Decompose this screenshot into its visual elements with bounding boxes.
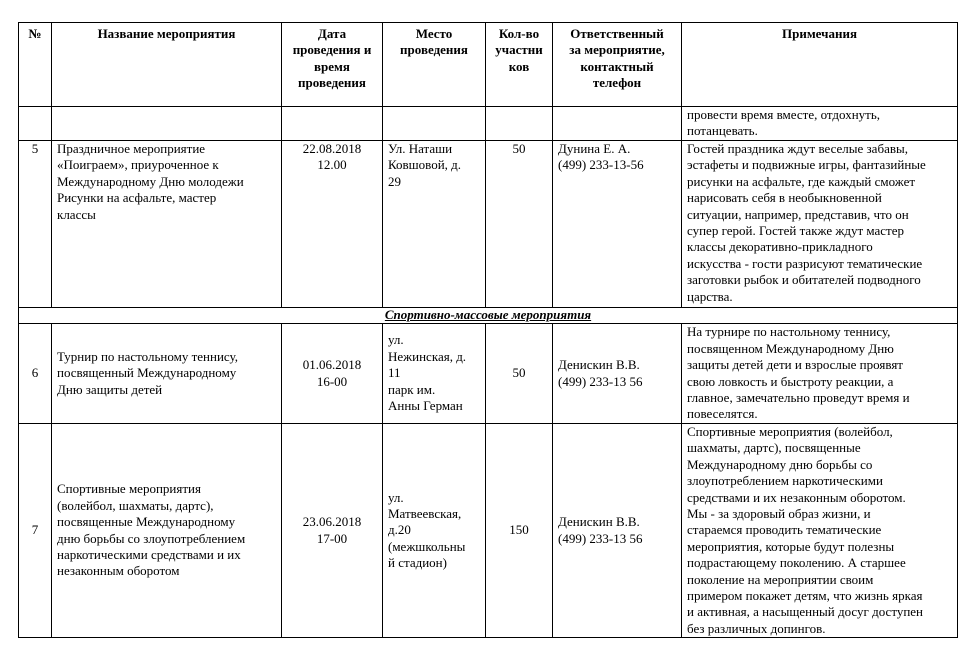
row7-place-line: (межшкольны <box>388 538 466 554</box>
row5-notes-line: ситуации, например, представив, что он <box>687 206 909 222</box>
row6-place-line: ул. <box>388 332 404 348</box>
row5-place-line: Ул. Наташи <box>388 141 453 156</box>
row6-notes <box>682 324 958 424</box>
row5-notes-line: классы декоративно-прикладного <box>687 239 873 255</box>
header-place <box>383 23 486 107</box>
header-responsible-line: Ответственный <box>570 26 664 41</box>
row7-place <box>383 424 486 638</box>
row7-notes-line: средствами и их незаконным оборотом. <box>687 489 906 505</box>
row6-name-line: Дню защиты детей <box>57 381 163 397</box>
row7-responsible-line: Денискин В.В. <box>558 514 640 530</box>
row5-place-line: 29 <box>388 173 401 189</box>
row7-time: 17-00 <box>316 530 348 546</box>
row6-count: 50 <box>486 324 553 424</box>
row6-responsible-line: (499) 233-13 56 <box>558 373 643 389</box>
header-date <box>282 23 383 107</box>
row7-name-line: посвященные Международному <box>57 514 236 530</box>
header-date-line: проведения <box>298 75 366 91</box>
row7-name-line: (волейбол, шахматы, дартс), <box>57 497 214 513</box>
row5-name-line: Международному Дню молодежи <box>57 173 244 189</box>
row7-notes <box>682 424 958 638</box>
header-responsible-line: телефон <box>592 75 642 91</box>
header-responsible-line: контактный <box>580 58 654 74</box>
row6-date: 01.06.2018 <box>302 357 362 373</box>
row7-notes-line: поколение на мероприятии своим <box>687 571 874 587</box>
header-place-line: Место <box>415 26 453 41</box>
row6-notes-line: повеселятся. <box>687 406 758 422</box>
row7-name-line: наркотическими средствами и их <box>57 547 241 563</box>
row6-name-line: Турнир по настольному теннису, <box>57 348 238 364</box>
row6-place-line: Анны Герман <box>388 398 463 414</box>
row5-place <box>383 141 486 308</box>
row6-name <box>52 324 282 424</box>
row5-date: 22.08.2018 <box>302 141 362 156</box>
row7-num: 7 <box>19 424 52 638</box>
row6-notes-line: главное, замечательно проведут время и <box>687 389 910 405</box>
row5-name <box>52 141 282 308</box>
row6-notes-line: свою ловкость и быстроту реакции, а <box>687 373 894 389</box>
row7-place-line: Матвеевская, <box>388 506 462 522</box>
table-row <box>19 141 958 308</box>
continuation-note-line: провести время вместе, отдохнуть, <box>687 107 881 122</box>
continuation-row <box>19 107 958 141</box>
row7-name-line: Спортивные мероприятия <box>57 481 201 497</box>
row5-notes-line: рисунки на асфальте, где каждый сможет <box>687 173 916 189</box>
row5-notes-line: царства. <box>687 288 733 304</box>
row5-notes <box>682 141 958 308</box>
row6-notes-line: На турнире по настольному теннису, <box>687 324 891 340</box>
row5-responsible <box>553 141 682 308</box>
section-row <box>19 308 958 324</box>
header-num: № <box>19 23 52 107</box>
row5-datetime <box>282 141 383 308</box>
header-date-line: Дата <box>317 26 347 41</box>
row6-num: 6 <box>19 324 52 424</box>
row6-notes-line: защиты детей дети и взрослые проявят <box>687 357 903 373</box>
events-table <box>18 22 958 638</box>
row7-notes-line: шахматы, дартс), посвященные <box>687 440 861 456</box>
row7-notes-line: мероприятия, которые будут полезны <box>687 538 895 554</box>
header-name: Название мероприятия <box>52 23 282 107</box>
row7-notes-line: без различных допингов. <box>687 620 826 636</box>
table-row <box>19 324 958 424</box>
row7-notes-line: Международному дню борьбы со <box>687 456 873 472</box>
row5-notes-line: нарисовать себя в необыкновенной <box>687 190 882 206</box>
row6-datetime <box>282 324 383 424</box>
row6-place-line: парк им. <box>388 381 436 397</box>
row7-notes-line: подрастающему поколению. А старшее <box>687 555 906 571</box>
row7-place-line: й стадион) <box>388 555 447 571</box>
row6-place-line: 11 <box>388 365 401 381</box>
row5-place-line: Ковшовой, д. <box>388 157 462 173</box>
header-date-line: проведения и <box>292 42 372 58</box>
row7-notes-line: примером покажет детям, что жизнь яркая <box>687 588 923 604</box>
row5-responsible-line: (499) 233-13-56 <box>558 157 644 173</box>
row5-name-line: «Поиграем», приуроченное к <box>57 157 219 173</box>
header-date-line: время <box>314 58 350 74</box>
row5-notes-line: Гостей праздника ждут веселые забавы, <box>687 141 908 156</box>
row7-name <box>52 424 282 638</box>
header-count-line: ков <box>508 58 530 74</box>
row7-name-line: дню борьбы со злоупотреблением <box>57 530 246 546</box>
header-responsible-line: за мероприятие, <box>569 42 665 58</box>
row5-name-line: Рисунки на асфальте, мастер <box>57 190 217 206</box>
header-notes: Примечания <box>682 23 958 107</box>
row7-notes-line: стараемся проводить тематические <box>687 522 882 538</box>
header-responsible <box>553 23 682 107</box>
row5-name-line: классы <box>57 206 96 222</box>
row5-time: 12.00 <box>317 157 347 173</box>
row6-place <box>383 324 486 424</box>
continuation-note-line: потанцевать. <box>687 123 758 139</box>
row5-responsible-line: Дунина Е. А. <box>558 141 631 156</box>
header-count <box>486 23 553 107</box>
header-count-line: участни <box>495 42 543 58</box>
row5-notes-line: супер герой. Гостей также ждут мастер <box>687 223 905 239</box>
row6-responsible <box>553 324 682 424</box>
row7-notes-line: Спортивные мероприятия (волейбол, <box>687 424 893 439</box>
row5-name-line: Праздничное мероприятие <box>57 141 206 156</box>
row7-count: 150 <box>486 424 553 638</box>
row5-notes-line: эстафеты и подвижные игры, фантазийные <box>687 157 926 173</box>
row7-place-line: ул. <box>388 489 404 505</box>
row7-date: 23.06.2018 <box>302 514 362 530</box>
section-title: Спортивно-массовые мероприятия <box>19 308 958 324</box>
row6-responsible-line: Денискин В.В. <box>558 357 640 373</box>
row7-responsible <box>553 424 682 638</box>
row7-place-line: д.20 <box>388 522 411 538</box>
table-row <box>19 424 958 638</box>
row6-time: 16-00 <box>316 373 348 389</box>
row7-datetime <box>282 424 383 638</box>
row7-name-line: незаконным оборотом <box>57 563 180 579</box>
header-count-line: Кол-во <box>498 26 540 41</box>
row6-notes-line: посвященном Международному Дню <box>687 340 894 356</box>
row5-notes-line: искусства - гости разрисуют тематические <box>687 255 923 271</box>
row5-notes-line: заготовки рыбок и обитателей подводного <box>687 272 921 288</box>
row7-responsible-line: (499) 233-13 56 <box>558 530 643 546</box>
header-place-line: проведения <box>400 42 468 58</box>
row6-place-line: Нежинская, д. <box>388 348 467 364</box>
row6-name-line: посвященный Международному <box>57 365 237 381</box>
row5-count: 50 <box>486 141 553 308</box>
row7-notes-line: и активная, а насыщенный досуг доступен <box>687 604 924 620</box>
continuation-note <box>682 107 958 141</box>
row7-notes-line: злоупотреблением наркотическими <box>687 473 883 489</box>
header-row <box>19 23 958 107</box>
row7-notes-line: Мы - за здоровый образ жизни, и <box>687 506 871 522</box>
row5-num: 5 <box>19 141 52 308</box>
